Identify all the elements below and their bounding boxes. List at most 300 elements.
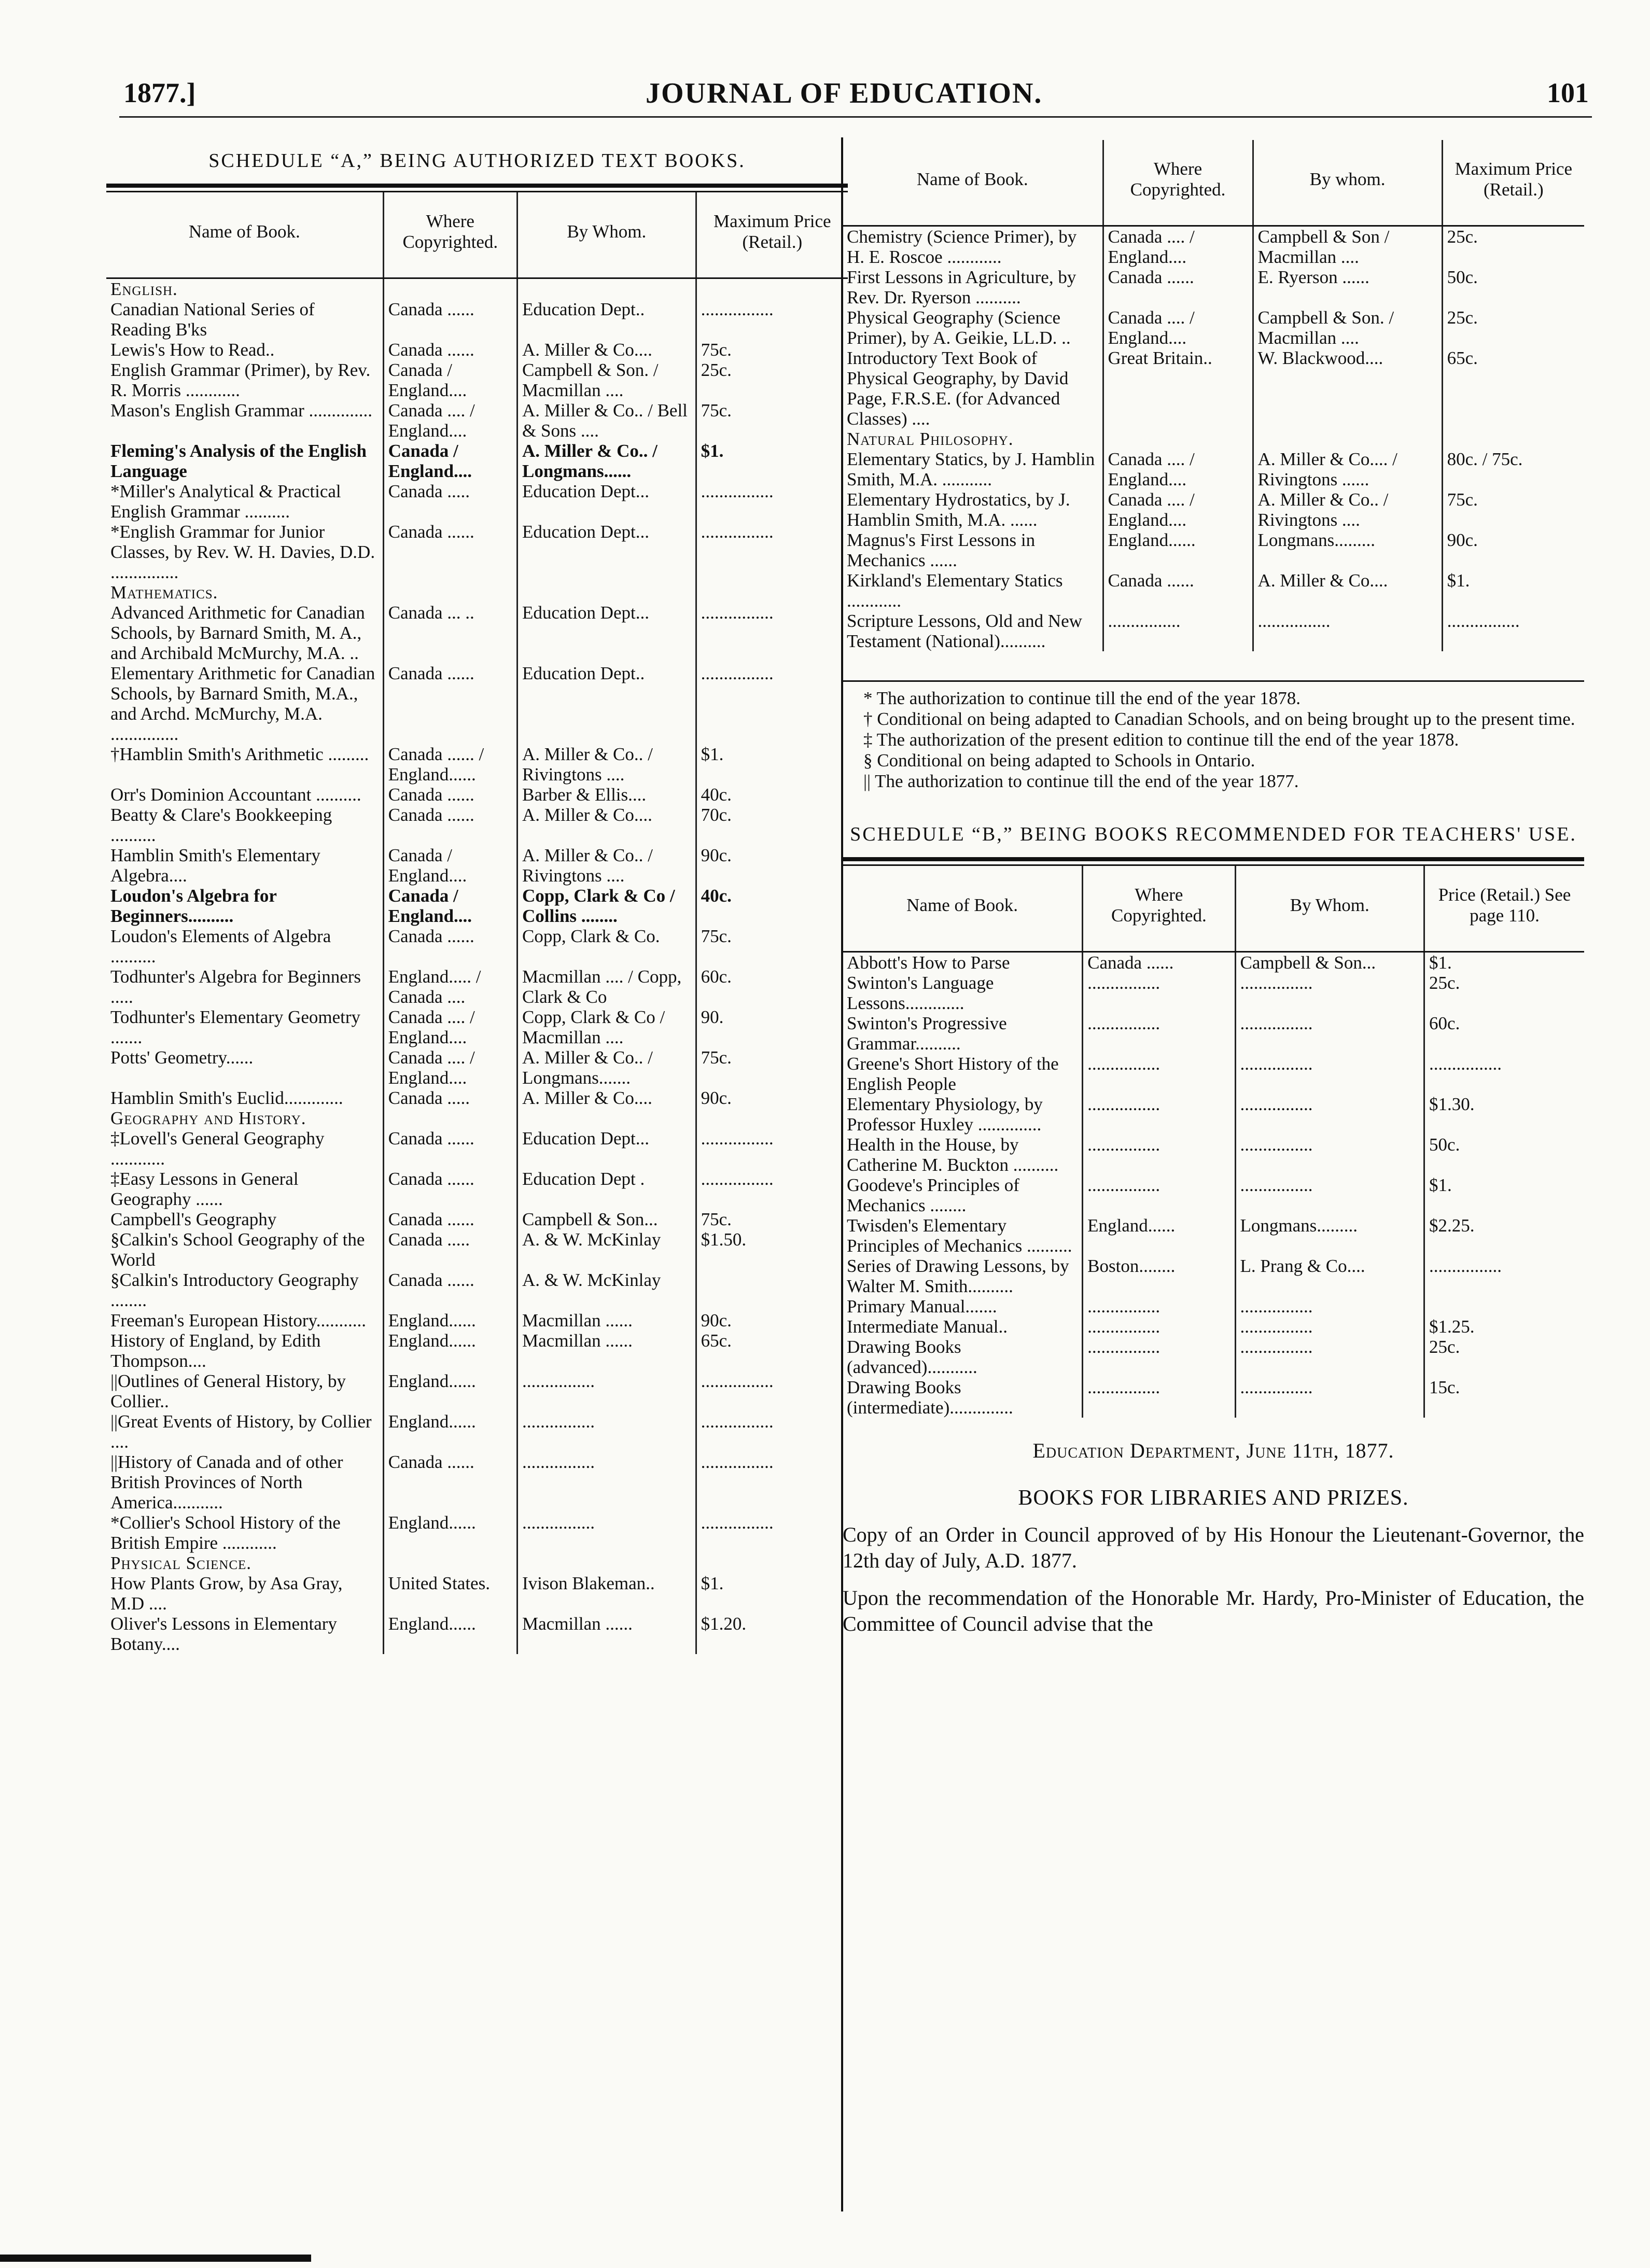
- footnote: ‡ The authorization of the present edition to continue till the end of the year 1878.: [863, 730, 1459, 750]
- dated-line: Education Department, June 11th, 1877.: [1032, 1439, 1394, 1462]
- price-cell: 70c.: [696, 805, 848, 845]
- publisher-cell: Education Dept...: [518, 481, 696, 522]
- book-name-cell: Orr's Dominion Accountant ..........: [110, 785, 361, 805]
- price-cell: 80c. / 75c.: [1442, 449, 1584, 489]
- copyright-cell: England..... / Canada ....: [383, 967, 517, 1007]
- publisher-cell: Copp, Clark & Co / Macmillan ....: [518, 1007, 696, 1047]
- copyright-cell: Canada ......: [1103, 267, 1253, 307]
- publisher-cell: Campbell & Son / Macmillan ....: [1253, 226, 1442, 268]
- empty-cell: [383, 1108, 517, 1128]
- publisher-cell: Education Dept...: [518, 1128, 696, 1169]
- bottom-edge-rule: [0, 2255, 311, 2262]
- copyright-cell: Canada ... ..: [383, 603, 517, 663]
- copyright-cell: ................: [1083, 1094, 1235, 1135]
- price-cell: 40c.: [696, 785, 848, 805]
- copyright-cell: England......: [383, 1371, 517, 1411]
- table-row: [106, 1007, 848, 1047]
- price-cell: [696, 1270, 848, 1310]
- price-cell: $1.: [1424, 1175, 1584, 1215]
- table-row: [106, 1270, 848, 1310]
- copyright-cell: Canada ......: [383, 522, 517, 582]
- price-cell: 25c.: [696, 360, 848, 400]
- table-row: [843, 973, 1584, 1013]
- publisher-cell: A. Miller & Co.. / Longmans.......: [518, 1047, 696, 1088]
- price-cell: $1.: [696, 1573, 848, 1614]
- copyright-cell: Canada .....: [383, 1229, 517, 1270]
- table-row: [843, 1175, 1584, 1215]
- table-row: [843, 226, 1584, 268]
- schedule-a-title: SCHEDULE “A,” BEING AUTHORIZED TEXT BOOKS.: [208, 150, 746, 172]
- copyright-cell: England......: [383, 1331, 517, 1371]
- publisher-cell: A. Miller & Co.... / Rivingtons ......: [1253, 449, 1442, 489]
- empty-cell: [518, 278, 696, 300]
- section-heading: Physical Science.: [110, 1553, 252, 1573]
- price-cell: 75c.: [1442, 489, 1584, 530]
- copyright-cell: ................: [1083, 1317, 1235, 1337]
- book-name-cell: Drawing Books (intermediate)..............: [847, 1377, 1013, 1418]
- copyright-cell: Canada ......: [383, 1209, 517, 1229]
- publisher-cell: L. Prang & Co....: [1235, 1256, 1424, 1296]
- price-cell: 65c.: [696, 1331, 848, 1371]
- section-heading-row: [106, 278, 848, 300]
- table-header-row: [843, 866, 1584, 952]
- price-cell: $1.: [1424, 952, 1584, 973]
- empty-cell: [1103, 429, 1253, 449]
- column-header: Maximum Price (Retail.): [696, 192, 848, 278]
- table-row: [106, 1209, 848, 1229]
- publisher-cell: Campbell & Son...: [1235, 952, 1424, 973]
- section-heading-row: [106, 1553, 848, 1573]
- copyright-cell: Canada / England....: [383, 441, 517, 481]
- book-name-cell: ‡Lovell's General Geography ............: [110, 1128, 325, 1169]
- table-row: [843, 952, 1584, 973]
- table-row: [106, 1614, 848, 1654]
- price-cell: 60c.: [696, 967, 848, 1007]
- price-cell: 50c.: [1442, 267, 1584, 307]
- copyright-cell: ................: [1083, 973, 1235, 1013]
- publisher-cell: ................: [1235, 1377, 1424, 1418]
- table-row: [106, 805, 848, 845]
- copyright-cell: Canada .... / England....: [383, 1047, 517, 1088]
- copyright-cell: Canada ......: [383, 1270, 517, 1310]
- copyright-cell: Canada / England....: [383, 886, 517, 926]
- schedule-b-table: [843, 866, 1584, 1418]
- table-row: [843, 1215, 1584, 1256]
- empty-cell: [518, 1108, 696, 1128]
- publisher-cell: ................: [1253, 611, 1442, 651]
- copyright-cell: Canada .....: [383, 1088, 517, 1108]
- book-name-cell: Elementary Hydrostatics, by J. Hamblin Smith, M.A. ......: [847, 489, 1070, 530]
- footnote: † Conditional on being adapted to Canadian Schools, and on being brought up to the present time.: [863, 709, 1575, 729]
- column-header: Name of Book.: [106, 192, 383, 278]
- publisher-cell: Macmillan .... / Copp, Clark & Co: [518, 967, 696, 1007]
- copyright-cell: Canada / England....: [383, 845, 517, 886]
- price-cell: ................: [696, 1452, 848, 1513]
- publisher-cell: ................: [518, 1371, 696, 1411]
- publisher-cell: Ivison Blakeman..: [518, 1573, 696, 1614]
- footnotes: [843, 680, 1584, 792]
- price-cell: $1.: [696, 744, 848, 785]
- price-cell: 15c.: [1424, 1377, 1584, 1418]
- copyright-cell: England......: [1083, 1215, 1235, 1256]
- copyright-cell: Great Britain..: [1103, 348, 1253, 429]
- table-header-row: [843, 140, 1584, 226]
- publisher-cell: ................: [518, 1452, 696, 1513]
- order-paragraph: Copy of an Order in Council approved of by His Honour the Lieutenant-Governor, the 12th day of July, A.D. 1877.: [843, 1523, 1584, 1572]
- book-name-cell: Drawing Books (advanced)...........: [847, 1337, 977, 1377]
- publisher-cell: W. Blackwood....: [1253, 348, 1442, 429]
- table-row: [843, 1135, 1584, 1175]
- column-header: Name of Book.: [843, 140, 1103, 226]
- empty-cell: [1253, 429, 1442, 449]
- book-name-cell: ||Outlines of General History, by Collier..: [110, 1371, 346, 1411]
- publisher-cell: A. Miller & Co....: [518, 1088, 696, 1108]
- table-row: [106, 1128, 848, 1169]
- book-name-cell: Hamblin Smith's Elementary Algebra....: [110, 845, 320, 886]
- book-name-cell: Oliver's Lessons in Elementary Botany....: [110, 1614, 337, 1654]
- book-name-cell: Swinton's Progressive Grammar..........: [847, 1013, 1007, 1054]
- publisher-cell: A. Miller & Co.. / Rivingtons ....: [1253, 489, 1442, 530]
- table-row: [843, 570, 1584, 611]
- table-header-row: [106, 192, 848, 278]
- book-name-cell: Beatty & Clare's Bookkeeping ..........: [110, 805, 332, 845]
- publisher-cell: A. Miller & Co....: [1253, 570, 1442, 611]
- book-name-cell: Todhunter's Elementary Geometry .......: [110, 1007, 361, 1047]
- column-header: Name of Book.: [843, 866, 1083, 952]
- copyright-cell: Boston........: [1083, 1256, 1235, 1296]
- table-row: [106, 886, 848, 926]
- book-name-cell: Greene's Short History of the English People: [847, 1054, 1059, 1094]
- price-cell: ................: [696, 603, 848, 663]
- price-cell: $1.50.: [696, 1229, 848, 1270]
- price-cell: 40c.: [696, 886, 848, 926]
- section-heading: Geography and History.: [110, 1108, 306, 1128]
- publisher-cell: Barber & Ellis....: [518, 785, 696, 805]
- table-row: [106, 845, 848, 886]
- publisher-cell: ................: [1235, 973, 1424, 1013]
- price-cell: [1424, 1296, 1584, 1317]
- table-row: [843, 611, 1584, 651]
- empty-cell: [383, 278, 517, 300]
- table-row: [106, 1088, 848, 1108]
- book-name-cell: First Lessons in Agriculture, by Rev. Dr. Ryerson ..........: [847, 267, 1076, 307]
- copyright-cell: Canada .... / England....: [1103, 449, 1253, 489]
- table-row: [106, 926, 848, 967]
- table-row: [843, 1377, 1584, 1418]
- price-cell: ................: [696, 1411, 848, 1452]
- book-name-cell: How Plants Grow, by Asa Gray, M.D ....: [110, 1573, 343, 1614]
- table-row: [106, 1047, 848, 1088]
- publisher-cell: ................: [518, 1513, 696, 1553]
- copyright-cell: Canada .... / England....: [1103, 489, 1253, 530]
- publisher-cell: Macmillan ......: [518, 1614, 696, 1654]
- publisher-cell: A. & W. McKinlay: [518, 1229, 696, 1270]
- price-cell: 65c.: [1442, 348, 1584, 429]
- book-name-cell: Physical Geography (Science Primer), by A. Geikie, LL.D. ..: [847, 307, 1071, 348]
- price-cell: ................: [1424, 1054, 1584, 1094]
- publisher-cell: A. Miller & Co....: [518, 805, 696, 845]
- publisher-cell: Education Dept..: [518, 299, 696, 340]
- book-name-cell: Advanced Arithmetic for Canadian Schools, by Barnard Smith, M. A., and Archibald McMurchy, M.A. ..: [110, 603, 365, 663]
- price-cell: 25c.: [1442, 226, 1584, 268]
- copyright-cell: Canada .....: [383, 481, 517, 522]
- table-row: [106, 441, 848, 481]
- copyright-cell: Canada ......: [383, 1452, 517, 1513]
- copyright-cell: Canada .... / England....: [383, 1007, 517, 1047]
- price-cell: ................: [696, 1371, 848, 1411]
- price-cell: 60c.: [1424, 1013, 1584, 1054]
- table-row: [106, 1452, 848, 1513]
- book-name-cell: ||Great Events of History, by Collier ....: [110, 1411, 372, 1452]
- book-name-cell: Hamblin Smith's Euclid.............: [110, 1088, 343, 1108]
- book-name-cell: English Grammar (Primer), by Rev. R. Morris ............: [110, 360, 371, 400]
- table-row: [843, 267, 1584, 307]
- table-row: [843, 530, 1584, 570]
- price-cell: ................: [1424, 1256, 1584, 1296]
- copyright-cell: Canada ......: [383, 805, 517, 845]
- price-cell: $1.20.: [696, 1614, 848, 1654]
- publisher-cell: A. Miller & Co.. / Rivingtons ....: [518, 744, 696, 785]
- copyright-cell: Canada .... / England....: [383, 400, 517, 441]
- book-name-cell: Loudon's Algebra for Beginners..........: [110, 886, 277, 926]
- price-cell: $2.25.: [1424, 1215, 1584, 1256]
- copyright-cell: England......: [383, 1411, 517, 1452]
- price-cell: 75c.: [696, 340, 848, 360]
- publisher-cell: ................: [1235, 1317, 1424, 1337]
- table-row: [106, 481, 848, 522]
- publisher-cell: Copp, Clark & Co.: [518, 926, 696, 967]
- publisher-cell: A. Miller & Co.. / Longmans......: [518, 441, 696, 481]
- copyright-cell: ................: [1083, 1135, 1235, 1175]
- empty-cell: [1442, 429, 1584, 449]
- publisher-cell: Macmillan ......: [518, 1310, 696, 1331]
- publisher-cell: A. Miller & Co.. / Bell & Sons ....: [518, 400, 696, 441]
- publisher-cell: ................: [1235, 1337, 1424, 1377]
- book-name-cell: Swinton's Language Lessons.............: [847, 973, 994, 1013]
- book-name-cell: Intermediate Manual..: [847, 1317, 1008, 1337]
- price-cell: 25c.: [1424, 973, 1584, 1013]
- price-cell: 75c.: [696, 400, 848, 441]
- table-row: [106, 1229, 848, 1270]
- schedule-a-continued-table: [843, 140, 1584, 651]
- publisher-cell: Education Dept..: [518, 663, 696, 744]
- section-heading: Natural Philosophy.: [847, 429, 1014, 449]
- book-name-cell: Mason's English Grammar ..............: [110, 400, 373, 421]
- section-heading-row: [106, 582, 848, 603]
- price-cell: ................: [696, 663, 848, 744]
- book-name-cell: *Miller's Analytical & Practical English Grammar ..........: [110, 481, 341, 522]
- empty-cell: [696, 278, 848, 300]
- libraries-heading: BOOKS FOR LIBRARIES AND PRIZES.: [1018, 1486, 1409, 1510]
- price-cell: $1.: [1442, 570, 1584, 611]
- header-year: 1877.]: [123, 77, 196, 108]
- price-cell: 90c.: [1442, 530, 1584, 570]
- table-row: [106, 299, 848, 340]
- column-header: Where Copyrighted.: [1103, 140, 1253, 226]
- price-cell: 25c.: [1442, 307, 1584, 348]
- book-name-cell: Fleming's Analysis of the English Language: [110, 441, 367, 481]
- recommend-paragraph: Upon the recommendation of the Honorable Mr. Hardy, Pro-Minister of Education, the Committee of Council advise that the: [843, 1586, 1584, 1635]
- price-cell: ................: [696, 1128, 848, 1169]
- book-name-cell: Primary Manual.......: [847, 1296, 997, 1317]
- section-heading: Mathematics.: [110, 582, 218, 603]
- book-name-cell: Canadian National Series of Reading B'ks: [110, 299, 315, 340]
- publisher-cell: Longmans.........: [1235, 1215, 1424, 1256]
- book-name-cell: Loudon's Elements of Algebra ..........: [110, 926, 331, 967]
- publisher-cell: A. Miller & Co.. / Rivingtons ....: [518, 845, 696, 886]
- price-cell: 25c.: [1424, 1337, 1584, 1377]
- book-name-cell: Campbell's Geography: [110, 1209, 277, 1229]
- price-cell: ................: [696, 299, 848, 340]
- copyright-cell: Canada ......: [383, 1169, 517, 1209]
- header-journal-title: JOURNAL OF EDUCATION.: [646, 77, 1043, 109]
- book-name-cell: Health in the House, by Catherine M. Buckton ..........: [847, 1135, 1059, 1175]
- copyright-cell: ................: [1083, 1337, 1235, 1377]
- book-name-cell: Freeman's European History...........: [110, 1310, 366, 1331]
- running-header: [0, 77, 1650, 118]
- price-cell: 90.: [696, 1007, 848, 1047]
- copyright-cell: ................: [1083, 1296, 1235, 1317]
- table-row: [106, 1371, 848, 1411]
- header-rule: [119, 116, 1592, 118]
- book-name-cell: Elementary Physiology, by Professor Huxley ..............: [847, 1094, 1043, 1135]
- book-name-cell: *Collier's School History of the British Empire ............: [110, 1513, 341, 1553]
- copyright-cell: England......: [383, 1513, 517, 1553]
- copyright-cell: Canada ......: [383, 785, 517, 805]
- table-row: [106, 1169, 848, 1209]
- empty-cell: [518, 1553, 696, 1573]
- table-row: [106, 785, 848, 805]
- publisher-cell: E. Ryerson ......: [1253, 267, 1442, 307]
- copyright-cell: Canada ......: [1083, 952, 1235, 973]
- publisher-cell: Macmillan ......: [518, 1331, 696, 1371]
- price-cell: 75c.: [696, 1209, 848, 1229]
- copyright-cell: Canada ......: [1103, 570, 1253, 611]
- copyright-cell: England......: [383, 1614, 517, 1654]
- empty-cell: [383, 1553, 517, 1573]
- publisher-cell: ................: [1235, 1013, 1424, 1054]
- price-cell: ................: [696, 481, 848, 522]
- column-header: By Whom.: [1235, 866, 1424, 952]
- copyright-cell: ................: [1103, 611, 1253, 651]
- publisher-cell: Campbell & Son...: [518, 1209, 696, 1229]
- table-row: [106, 1573, 848, 1614]
- publisher-cell: ................: [1235, 1175, 1424, 1215]
- column-header: Where Copyrighted.: [383, 192, 517, 278]
- book-name-cell: Goodeve's Principles of Mechanics ........: [847, 1175, 1019, 1215]
- footnote: § Conditional on being adapted to Schools in Ontario.: [863, 750, 1255, 771]
- book-name-cell: Introductory Text Book of Physical Geography, by David Page, F.R.S.E. (for Advanced Classes) ....: [847, 348, 1069, 429]
- price-cell: ................: [696, 522, 848, 582]
- table-row: [843, 1094, 1584, 1135]
- book-name-cell: Lewis's How to Read..: [110, 340, 275, 360]
- title-double-rule: [106, 184, 848, 188]
- empty-cell: [696, 1553, 848, 1573]
- column-header: By Whom.: [518, 192, 696, 278]
- copyright-cell: ................: [1083, 1054, 1235, 1094]
- publisher-cell: ................: [1235, 1094, 1424, 1135]
- copyright-cell: Canada ......: [383, 926, 517, 967]
- right-column: [843, 140, 1584, 1637]
- price-cell: 90c.: [696, 1088, 848, 1108]
- table-row: [106, 663, 848, 744]
- book-name-cell: Chemistry (Science Primer), by H. E. Roscoe ............: [847, 227, 1077, 267]
- copyright-cell: Canada ...... / England......: [383, 744, 517, 785]
- table-row: [843, 1256, 1584, 1296]
- column-header: By whom.: [1253, 140, 1442, 226]
- book-name-cell: §Calkin's School Geography of the World: [110, 1229, 365, 1270]
- book-name-cell: ||History of Canada and of other British Provinces of North America...........: [110, 1452, 343, 1513]
- book-name-cell: Magnus's First Lessons in Mechanics ......: [847, 530, 1036, 570]
- table-row: [106, 1411, 848, 1452]
- publisher-cell: Longmans.........: [1253, 530, 1442, 570]
- book-name-cell: *English Grammar for Junior Classes, by Rev. W. H. Davies, D.D. ...............: [110, 522, 375, 582]
- column-header: Price (Retail.) See page 110.: [1424, 866, 1584, 952]
- book-name-cell: Todhunter's Algebra for Beginners .....: [110, 967, 361, 1007]
- copyright-cell: ................: [1083, 1377, 1235, 1418]
- footnote: * The authorization to continue till the end of the year 1878.: [863, 688, 1301, 708]
- footnote: || The authorization to continue till the end of the year 1877.: [863, 771, 1299, 791]
- table-row: [843, 1317, 1584, 1337]
- schedule-b-title: SCHEDULE “B,” BEING BOOKS RECOMMENDED FOR TEACHERS' USE.: [850, 823, 1577, 845]
- price-cell: 90c.: [696, 1310, 848, 1331]
- left-column: [106, 140, 848, 1654]
- table-row: [843, 1337, 1584, 1377]
- publisher-cell: A. Miller & Co....: [518, 340, 696, 360]
- publisher-cell: Education Dept...: [518, 603, 696, 663]
- book-name-cell: Kirkland's Elementary Statics ............: [847, 570, 1063, 611]
- copyright-cell: ................: [1083, 1013, 1235, 1054]
- table-row: [106, 522, 848, 582]
- price-cell: 50c.: [1424, 1135, 1584, 1175]
- column-header: Where Copyrighted.: [1083, 866, 1235, 952]
- price-cell: $1.: [696, 441, 848, 481]
- price-cell: 75c.: [696, 926, 848, 967]
- copyright-cell: Canada ......: [383, 1128, 517, 1169]
- book-name-cell: Scripture Lessons, Old and New Testament (National)..........: [847, 611, 1082, 651]
- table-row: [106, 967, 848, 1007]
- table-row: [106, 603, 848, 663]
- schedule-a-table: [106, 192, 848, 1654]
- header-page-number: 101: [1547, 77, 1589, 108]
- copyright-cell: Canada ......: [383, 340, 517, 360]
- book-name-cell: ‡Easy Lessons in General Geography ......: [110, 1169, 299, 1209]
- copyright-cell: Canada .... / England....: [1103, 226, 1253, 268]
- copyright-cell: England......: [1103, 530, 1253, 570]
- price-cell: ................: [696, 1169, 848, 1209]
- table-row: [843, 489, 1584, 530]
- publisher-cell: ................: [1235, 1054, 1424, 1094]
- copyright-cell: United States.: [383, 1573, 517, 1614]
- copyright-cell: England......: [383, 1310, 517, 1331]
- price-cell: ................: [696, 1513, 848, 1553]
- publisher-cell: ................: [1235, 1296, 1424, 1317]
- table-row: [106, 1513, 848, 1553]
- empty-cell: [696, 1108, 848, 1128]
- table-row: [106, 1310, 848, 1331]
- publisher-cell: ................: [1235, 1135, 1424, 1175]
- section-heading: English.: [110, 279, 178, 299]
- column-header: Maximum Price (Retail.): [1442, 140, 1584, 226]
- book-name-cell: Abbott's How to Parse: [847, 953, 1010, 973]
- copyright-cell: Canada ......: [383, 663, 517, 744]
- book-name-cell: Potts' Geometry......: [110, 1047, 254, 1068]
- table-row: [106, 744, 848, 785]
- book-name-cell: †Hamblin Smith's Arithmetic .........: [110, 744, 369, 764]
- table-row: [106, 340, 848, 360]
- table-row: [106, 400, 848, 441]
- empty-cell: [383, 582, 517, 603]
